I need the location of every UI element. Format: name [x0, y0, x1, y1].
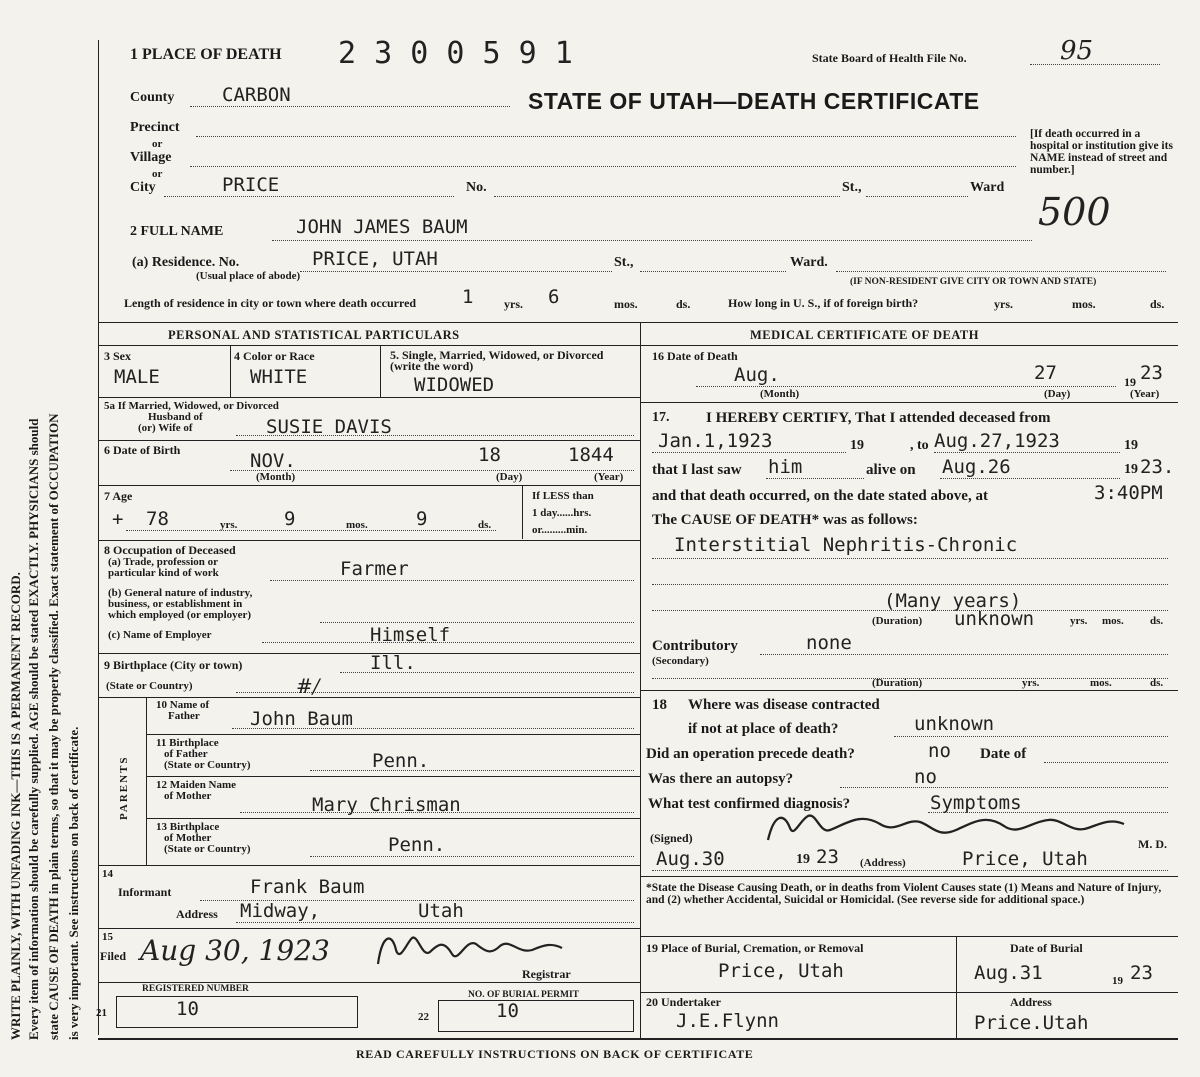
city-label: City — [130, 180, 156, 195]
cause-label: The CAUSE OF DEATH* was as follows: — [652, 512, 918, 528]
margin-text-2: state CAUSE OF DEATH in plain terms, so that it may be properly classified. Exact statement of OCCUPATION — [46, 413, 61, 1040]
street-label: St., — [842, 180, 862, 195]
occupation-label: 8 Occupation of Deceased — [104, 543, 236, 557]
burial-place-value: Price, Utah — [718, 960, 844, 982]
color-label: 4 Color or Race — [234, 349, 315, 363]
employer-value: Himself — [370, 624, 451, 646]
mother-birthplace-value: Penn. — [388, 834, 446, 856]
precinct-label: Precinct — [130, 120, 180, 135]
margin-text-3: is very important. See instructions on back of certificate. — [66, 726, 81, 1040]
age-days: 9 — [416, 508, 428, 530]
foreign-birth-label: How long in U. S., if of foreign birth? — [728, 296, 919, 310]
contributory-value: none — [806, 632, 852, 654]
where-contracted-label: Where was disease contracted — [688, 697, 880, 713]
village-label: Village — [130, 150, 172, 165]
personal-section-title: PERSONAL AND STATISTICAL PARTICULARS — [168, 328, 460, 342]
undertaker-address-value: Price.Utah — [974, 1012, 1089, 1034]
no-label: No. — [466, 180, 487, 195]
filed-date-value: Aug 30, 1923 — [140, 934, 330, 967]
filed-label: Filed — [100, 949, 126, 963]
signed-year: 23 — [816, 846, 839, 868]
dob-month: NOV. — [250, 450, 296, 472]
autopsy-value: no — [914, 766, 937, 788]
test-label: What test confirmed diagnosis? — [648, 796, 851, 812]
certificate-number: 2 3 0 0 5 9 1 — [338, 36, 573, 71]
burial-date-value: Aug.31 — [974, 962, 1043, 984]
registrar-label: Registrar — [522, 967, 571, 981]
handwritten-500: 500 — [1038, 190, 1111, 234]
hospital-note: [If death occurred in a hospital or institution give its NAME instead of street and number.] — [1030, 128, 1173, 176]
county-label: County — [130, 90, 175, 105]
operation-value: no — [928, 740, 951, 762]
board-file-label: State Board of Health File No. — [812, 51, 967, 65]
certificate-title: STATE OF UTAH—DEATH CERTIFICATE — [528, 88, 980, 114]
autopsy-label: Was there an autopsy? — [648, 771, 794, 787]
contributory-label: Contributory — [652, 638, 738, 654]
date-of-death-label: 16 Date of Death — [652, 349, 738, 363]
burial-place-label: 19 Place of Burial, Cremation, or Removal — [646, 941, 864, 955]
duration-unknown: unknown — [954, 608, 1035, 630]
father-name-value: John Baum — [250, 708, 353, 730]
informant-address-city: Midway, — [240, 900, 321, 922]
margin-text-1: Every item of information should be carefully supplied. AGE should be stated EXACTLY. PHYSICIANS should — [26, 418, 41, 1040]
marital-value: WIDOWED — [414, 374, 495, 396]
age-label: 7 Age — [104, 489, 133, 503]
dob-day: 18 — [478, 444, 501, 466]
certify-text: I HEREBY CERTIFY, That I attended deceased from — [706, 410, 1051, 426]
burial-date-label: Date of Burial — [1010, 941, 1083, 955]
color-value: WHITE — [250, 366, 308, 388]
occupation-value: Farmer — [340, 558, 409, 580]
sex-value: MALE — [114, 366, 160, 388]
operation-label: Did an operation precede death? — [646, 746, 855, 762]
informant-label: Informant — [118, 885, 172, 899]
undertaker-label: 20 Undertaker — [646, 995, 721, 1009]
informant-value: Frank Baum — [250, 876, 365, 898]
residence-months: 6 — [548, 286, 560, 308]
residence-length-label: Length of residence in city or town where death occurred — [124, 296, 417, 310]
undertaker-value: J.E.Flynn — [676, 1010, 779, 1032]
dob-year: 1844 — [568, 444, 614, 466]
middle-divider — [640, 322, 641, 1038]
father-birthplace-value: Penn. — [372, 750, 430, 772]
left-border — [98, 40, 99, 1035]
physician-signature — [760, 804, 1132, 850]
full-name-label: 2 FULL NAME — [130, 224, 224, 239]
parents-label: PARENTS — [118, 755, 130, 820]
residence-years: 1 — [462, 286, 474, 308]
attended-from: Jan.1,1923 — [658, 430, 773, 452]
city-value: PRICE — [222, 174, 280, 196]
last-saw-year: 23. — [1140, 456, 1175, 478]
age-months: 9 — [284, 508, 296, 530]
section-divider-top — [98, 322, 1178, 323]
board-file-number: 95 — [1060, 36, 1094, 66]
informant-address-state: Utah — [418, 900, 464, 922]
test-value: Symptoms — [930, 792, 1022, 814]
bottom-border — [98, 1038, 1178, 1040]
birthplace-value: Ill. — [370, 652, 416, 674]
mother-name-value: Mary Chrisman — [312, 794, 461, 816]
registered-number-value: 10 — [176, 998, 199, 1020]
dob-label: 6 Date of Birth — [104, 443, 181, 457]
residence-value: PRICE, UTAH — [312, 248, 438, 270]
age-years: 78 — [146, 508, 169, 530]
sex-label: 3 Sex — [104, 349, 131, 363]
death-time: 3:40PM — [1094, 482, 1163, 504]
county-value: CARBON — [222, 84, 291, 106]
dod-year: 23 — [1140, 362, 1163, 384]
residence-label: (a) Residence. No. — [132, 255, 240, 270]
signed-date: Aug.30 — [656, 848, 725, 870]
dod-day: 27 — [1034, 362, 1057, 384]
marital-label: 5. Single, Married, Widowed, or Divorced (write the word) — [390, 348, 604, 373]
full-name-value: JOHN JAMES BAUM — [296, 216, 468, 238]
signed-address: Price, Utah — [962, 848, 1088, 870]
burial-permit-box — [438, 1000, 634, 1032]
cause-footnote: *State the Disease Causing Death, or in deaths from Violent Causes state (1) Means and Nature of Injury, and (2) whether Accidental, Suicidal or Homicidal. (See reverse side for additional space.) — [646, 882, 1162, 906]
last-saw-date: Aug.26 — [942, 456, 1011, 478]
dod-month: Aug. — [734, 364, 780, 386]
where-contracted-value: unknown — [914, 713, 995, 735]
burial-year: 23 — [1130, 962, 1153, 984]
margin-text-0: WRITE PLAINLY, WITH UNFADING INK—THIS IS A PERMANENT RECORD. — [8, 572, 23, 1040]
registered-number-box — [116, 996, 358, 1028]
attended-to: Aug.27,1923 — [934, 430, 1060, 452]
ward-label: Ward — [970, 180, 1005, 195]
spouse-value: SUSIE DAVIS — [266, 416, 392, 438]
burial-permit-value: 10 — [496, 1000, 519, 1022]
duration-value: (Many years) — [884, 590, 1022, 612]
place-of-death-label: 1 PLACE OF DEATH — [130, 46, 282, 63]
cause-value: Interstitial Nephritis-Chronic — [674, 534, 1018, 556]
medical-section-title: MEDICAL CERTIFICATE OF DEATH — [750, 328, 979, 342]
footer-instructions: READ CAREFULLY INSTRUCTIONS ON BACK OF CERTIFICATE — [356, 1047, 754, 1061]
birthplace-label: 9 Birthplace (City or town) — [104, 658, 243, 672]
